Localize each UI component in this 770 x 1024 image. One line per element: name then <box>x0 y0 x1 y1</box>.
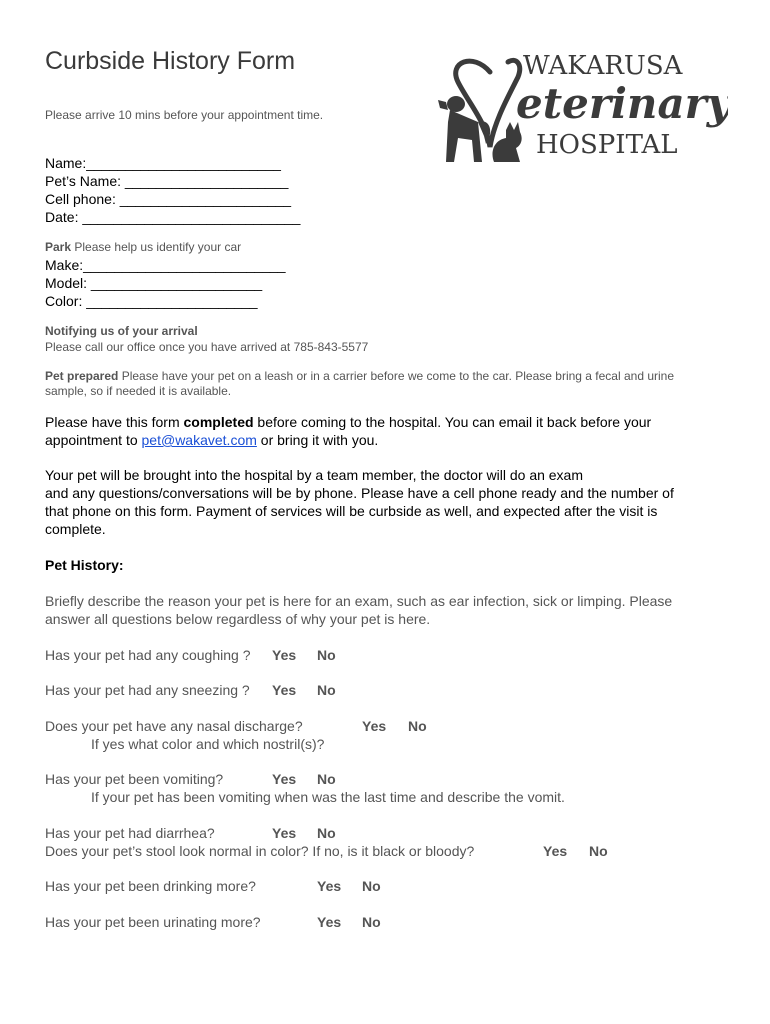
model-field[interactable]: Model: ______________________ <box>45 275 263 291</box>
park-label: Park <box>45 240 72 254</box>
notify-text: Please call our office once you have arrived at 785-843-5577 <box>45 340 369 354</box>
history-intro-line2: answer all questions below regardless of why your pet is here. <box>45 611 431 627</box>
name-field[interactable]: Name:_________________________ <box>45 155 281 171</box>
nasal-yes[interactable]: Yes <box>362 718 387 734</box>
email-link[interactable]: pet@wakavet.com <box>141 432 257 448</box>
diarrhea-question: Has your pet had diarrhea? <box>45 825 215 841</box>
park-section <box>45 240 241 254</box>
history-heading: Pet History: <box>45 557 124 573</box>
nasal-question: Does your pet have any nasal discharge? <box>45 718 303 734</box>
cell-phone-field[interactable]: Cell phone: ______________________ <box>45 191 292 207</box>
diarrhea-no[interactable]: No <box>317 825 336 841</box>
completed-pre: Please have this form <box>45 414 184 430</box>
urinating-yes[interactable]: Yes <box>317 914 342 930</box>
make-field[interactable]: Make:__________________________ <box>45 257 286 273</box>
logo-wakarusa: WAKARUSA <box>523 52 683 81</box>
dog-icon <box>438 96 490 162</box>
color-field[interactable]: Color: ______________________ <box>45 293 258 309</box>
coughing-no[interactable]: No <box>317 647 336 663</box>
procedure-line1: Your pet will be brought into the hospital by a team member, the doctor will do an exam <box>45 467 584 483</box>
prepared-line2: sample, so if needed it is available. <box>45 384 232 398</box>
vomiting-follow-up: If your pet has been vomiting when was the last time and describe the vomit. <box>91 789 565 805</box>
nasal-no[interactable]: No <box>408 718 427 734</box>
prepared-line1 <box>45 369 674 383</box>
stool-yes[interactable]: Yes <box>543 843 568 859</box>
completed-line2-pre: appointment to <box>45 432 142 448</box>
vomiting-question: Has your pet been vomiting? <box>45 771 224 787</box>
completed-line1 <box>45 414 651 430</box>
date-field[interactable]: Date: ____________________________ <box>45 209 301 225</box>
prepared-text1: Please have your pet on a leash or in a carrier before we come to the car. Please bring a fecal and urine <box>118 369 675 383</box>
procedure-line3: that phone on this form. Payment of services will be curbside as well, and expected after the visit is <box>45 503 658 519</box>
notify-heading: Notifying us of your arrival <box>45 324 198 338</box>
park-text: Please help us identify your car <box>71 240 242 254</box>
drinking-yes[interactable]: Yes <box>317 878 342 894</box>
diarrhea-yes[interactable]: Yes <box>272 825 297 841</box>
arrival-note: Please arrive 10 mins before your appointment time. <box>45 108 324 122</box>
hospital-logo <box>428 52 728 174</box>
completed-post: before coming to the hospital. You can email it back before your <box>253 414 652 430</box>
stool-no[interactable]: No <box>589 843 608 859</box>
vomiting-yes[interactable]: Yes <box>272 771 297 787</box>
drinking-no[interactable]: No <box>362 878 381 894</box>
logo-hospital: HOSPITAL <box>536 130 678 160</box>
completed-line2 <box>45 432 378 448</box>
coughing-yes[interactable]: Yes <box>272 647 297 663</box>
pet-name-field[interactable]: Pet’s Name: _____________________ <box>45 173 289 189</box>
urinating-no[interactable]: No <box>362 914 381 930</box>
logo-veterinary: eterinary <box>516 79 728 128</box>
urinating-question: Has your pet been urinating more? <box>45 914 261 930</box>
stool-question: Does your pet’s stool look normal in color? If no, is it black or bloody? <box>45 843 475 859</box>
procedure-line4: complete. <box>45 521 106 537</box>
prepared-label: Pet prepared <box>45 369 119 383</box>
completed-bold: completed <box>183 414 254 430</box>
coughing-question: Has your pet had any coughing ? <box>45 647 251 663</box>
sneezing-yes[interactable]: Yes <box>272 682 297 698</box>
sneezing-question: Has your pet had any sneezing ? <box>45 682 250 698</box>
procedure-line2: and any questions/conversations will be by phone. Please have a cell phone ready and the number of <box>45 485 674 501</box>
vomiting-no[interactable]: No <box>317 771 336 787</box>
logo-graphic <box>428 52 728 174</box>
form-title: Curbside History Form <box>45 47 296 75</box>
drinking-question: Has your pet been drinking more? <box>45 878 256 894</box>
history-intro-line1: Briefly describe the reason your pet is here for an exam, such as ear infection, sick or limping. Please <box>45 593 673 609</box>
completed-line2-post: or bring it with you. <box>256 432 379 448</box>
sneezing-no[interactable]: No <box>317 682 336 698</box>
nasal-follow-up: If yes what color and which nostril(s)? <box>91 736 325 752</box>
